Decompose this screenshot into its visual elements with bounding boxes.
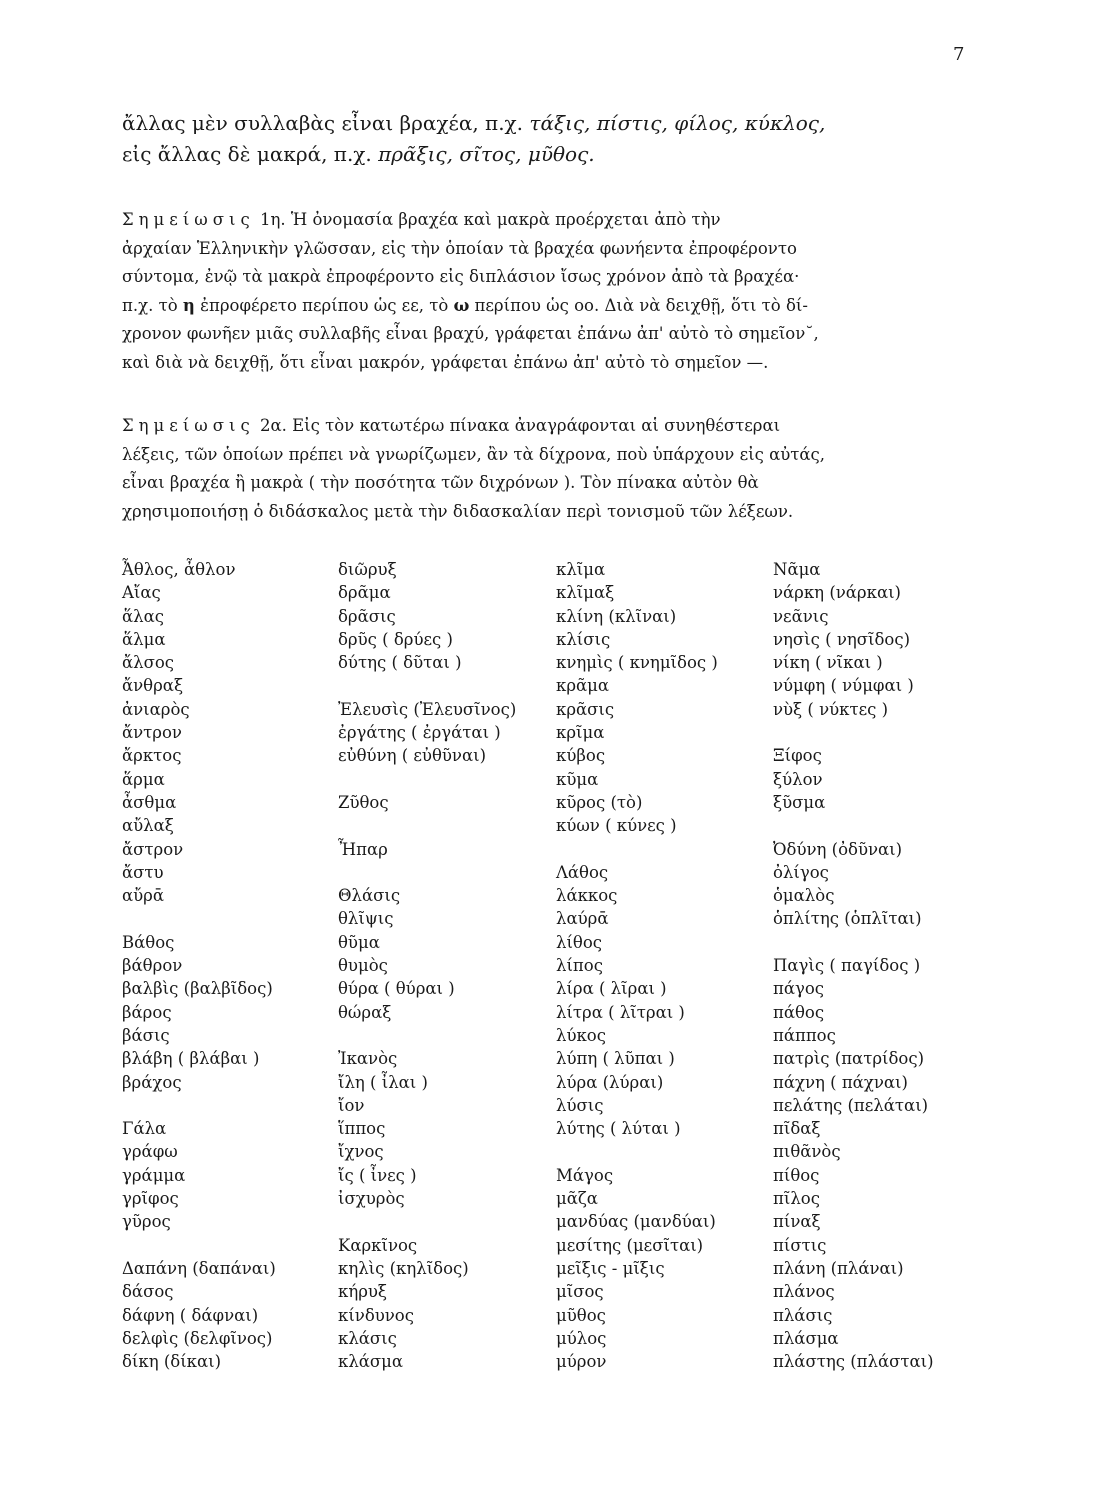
word-entry: κῦμα xyxy=(556,769,599,789)
note-line: λέξεις, τῶν ὁποίων πρέπει νὰ γνωρίζωμεν, ἂν τὰ δίχρονα, ποὺ ὑπάρχουν εἰς αὐτάς, xyxy=(122,444,826,464)
intro-text: ἄλλας μὲν συλλαβὰς εἶναι βραχέα, π.χ. xyxy=(122,111,530,135)
note-line xyxy=(122,292,972,321)
note-text: π.χ. τὸ xyxy=(122,295,183,315)
word-entry: Ὀδύνη (ὀδῦναι) xyxy=(773,839,903,859)
word-entry: κῦρος (τὸ) xyxy=(556,792,643,812)
word-entry: ἴλη ( ἶλαι ) xyxy=(338,1072,428,1092)
word-entry: βλάβη ( βλάβαι ) xyxy=(122,1049,260,1069)
word-entry: Καρκῖνος xyxy=(338,1235,418,1255)
word-entry: μᾶζα xyxy=(556,1189,598,1209)
word-entry: θυμὸς xyxy=(338,956,388,976)
word-entry: βάθρον xyxy=(122,956,183,976)
word-entry xyxy=(338,768,516,791)
word-entry: ἴς ( ἶνες ) xyxy=(338,1165,417,1185)
word-entry: Αἴας xyxy=(122,583,161,603)
word-entry: θλῖψις xyxy=(338,909,394,929)
word-entry: εὐθύνη ( εὐθῦναι) xyxy=(338,746,487,766)
word-entry: πλάσις xyxy=(773,1305,833,1325)
word-entry: κλίσις xyxy=(556,629,611,649)
word-entry: πῖλος xyxy=(773,1189,820,1209)
word-entry: λύτης ( λύται ) xyxy=(556,1119,681,1139)
word-entry: κλῖμα xyxy=(556,560,606,579)
word-entry: ἅλμα xyxy=(122,629,166,649)
word-entry: πλάστης (πλάσται) xyxy=(773,1352,934,1372)
word-entry: κρῖμα xyxy=(556,723,605,743)
word-entry: ἄλσος xyxy=(122,653,175,673)
word-entry: Θλάσις xyxy=(338,886,401,906)
word-entry: βράχος xyxy=(122,1072,182,1092)
word-column-2 xyxy=(338,558,516,1373)
note-line: χρησιμοποιήσῃ ὁ διδάσκαλος μετὰ τὴν διδασκαλίαν περὶ τονισμοῦ τῶν λέξεων. xyxy=(122,501,794,521)
note-line: ἀρχαίαν Ἑλληνικὴν γλῶσσαν, εἰς τὴν ὁποίαν τὰ βραχέα φωνήεντα ἐπροφέροντο xyxy=(122,238,797,258)
word-entry: μανδύας (μανδύαι) xyxy=(556,1212,716,1232)
word-entry: νὺξ ( νύκτες ) xyxy=(773,699,889,719)
word-entry: κλάσις xyxy=(338,1328,397,1348)
note-number: 2α. xyxy=(254,416,287,435)
word-entry: δάφνη ( δάφναι) xyxy=(122,1305,259,1325)
word-entry: πῖδαξ xyxy=(773,1119,821,1139)
word-entry: κρᾶσις xyxy=(556,699,615,719)
word-entry: πίστις xyxy=(773,1235,827,1255)
word-entry: κλίνη (κλῖναι) xyxy=(556,606,677,626)
word-entry: κρᾶμα xyxy=(556,676,610,696)
word-entry: ἰσχυρὸς xyxy=(338,1189,405,1209)
word-entry xyxy=(556,1140,718,1163)
word-entry: δρᾶμα xyxy=(338,583,391,603)
note-line xyxy=(122,412,972,441)
word-entry: ξύλον xyxy=(773,769,823,789)
word-entry: ὁμαλὸς xyxy=(773,886,835,906)
word-entry: ὁπλίτης (ὁπλῖται) xyxy=(773,909,922,929)
word-entry: θῦμα xyxy=(338,932,380,952)
word-entry: λίτρα ( λῖτραι ) xyxy=(556,1002,685,1022)
word-entry: λίρα ( λῖραι ) xyxy=(556,979,667,999)
word-entry xyxy=(338,814,516,837)
word-column-3 xyxy=(556,558,718,1373)
word-column-1 xyxy=(122,558,276,1373)
word-entry: κήρυξ xyxy=(338,1282,388,1302)
word-entry xyxy=(338,1210,516,1233)
note-line: καὶ διὰ νὰ δειχθῇ, ὅτι εἶναι μακρόν, γράφεται ἐπάνω ἀπ' αὐτὸ τὸ σημεῖον —. xyxy=(122,352,769,372)
word-entry: δρῦς ( δρύες ) xyxy=(338,629,453,649)
word-entry: πάππος xyxy=(773,1025,836,1045)
word-entry: κνημὶς ( κνημῖδος ) xyxy=(556,653,718,673)
word-entry: ἴχνος xyxy=(338,1142,384,1162)
intro-examples: τάξις, πίστις, φίλος, κύκλος, xyxy=(529,111,826,135)
word-entry: μύρον xyxy=(556,1352,607,1372)
word-entry: πλάνος xyxy=(773,1282,835,1302)
word-entry: Ἦπαρ xyxy=(338,839,388,859)
word-entry: Παγὶς ( παγίδος ) xyxy=(773,956,921,976)
word-entry: βάσις xyxy=(122,1025,170,1045)
word-entry: διῶρυξ xyxy=(338,560,397,579)
word-entry: ἄρκτος xyxy=(122,746,182,766)
word-entry: νίκη ( νῖκαι ) xyxy=(773,653,883,673)
intro-line xyxy=(122,139,972,170)
word-entry: γράμμα xyxy=(122,1165,186,1185)
word-entry: Ἆθλος, ἆθλον xyxy=(122,560,236,579)
word-entry: ἵππος xyxy=(338,1119,386,1139)
word-entry: μῦθος xyxy=(556,1305,606,1325)
word-entry: ἄστρον xyxy=(122,839,184,859)
word-entry: μεσίτης (μεσῖται) xyxy=(556,1235,704,1255)
word-entry: γρῖφος xyxy=(122,1189,179,1209)
word-entry: λίθος xyxy=(556,932,603,952)
word-entry xyxy=(773,814,934,837)
note-label: Σημείωσις xyxy=(122,416,255,435)
word-entry: λύσις xyxy=(556,1095,604,1115)
word-entry xyxy=(773,721,934,744)
note-line: εἶναι βραχέα ἢ μακρὰ ( τὴν ποσότητα τῶν διχρόνων ). Τὸν πίνακα αὐτὸν θὰ xyxy=(122,473,759,493)
intro-line xyxy=(122,108,972,139)
word-entry: πίθος xyxy=(773,1165,820,1185)
word-entry: θύρα ( θύραι ) xyxy=(338,979,455,999)
word-entry: πάγος xyxy=(773,979,825,999)
word-entry: Βάθος xyxy=(122,932,175,952)
word-entry: Μάγος xyxy=(556,1165,614,1185)
word-entry: μῖσος xyxy=(556,1282,604,1302)
word-entry: γῦρος xyxy=(122,1212,171,1232)
word-entry: κύων ( κύνες ) xyxy=(556,816,677,836)
word-entry xyxy=(122,1234,276,1257)
word-entry: δρᾶσις xyxy=(338,606,396,626)
word-entry xyxy=(122,1094,276,1117)
page-number: 7 xyxy=(953,44,965,65)
word-entry: ὀλίγος xyxy=(773,862,829,882)
intro-examples: πρᾶξις, σῖτος, μῦθος. xyxy=(378,142,595,166)
word-entry: λίπος xyxy=(556,956,603,976)
word-entry: μεῖξις - μῖξις xyxy=(556,1258,665,1278)
word-entry xyxy=(122,907,276,930)
word-entry: αὔρᾱ xyxy=(122,886,165,906)
note-line xyxy=(122,206,972,235)
note-text: περίπου ὡς οο. Διὰ νὰ δειχθῇ, ὅτι τὸ δί- xyxy=(469,295,808,315)
word-entry: δελφὶς (δελφῖνος) xyxy=(122,1328,273,1348)
word-entry: κίνδυνος xyxy=(338,1305,414,1325)
word-entry: βάρος xyxy=(122,1002,172,1022)
intro-paragraph xyxy=(122,108,972,170)
word-entry: κηλὶς (κηλῖδος) xyxy=(338,1258,469,1278)
word-entry: πάχνη ( πάχναι) xyxy=(773,1072,908,1092)
word-entry: ἴον xyxy=(338,1095,365,1115)
word-entry: πατρὶς (πατρίδος) xyxy=(773,1049,925,1069)
word-entry: κλάσμα xyxy=(338,1352,404,1372)
word-entry: πλάσμα xyxy=(773,1328,839,1348)
note-letter-eta: η xyxy=(182,295,195,315)
word-entry: λύρα (λύραι) xyxy=(556,1072,664,1092)
note-text: Ἡ ὀνομασία βραχέα καὶ μακρὰ προέρχεται ἀπὸ τὴν xyxy=(285,210,721,229)
word-entry xyxy=(338,674,516,697)
word-entry: ἅρμα xyxy=(122,769,165,789)
word-entry: ἀνιαρὸς xyxy=(122,699,190,719)
word-entry: θώραξ xyxy=(338,1002,392,1022)
word-entry: πελάτης (πελάται) xyxy=(773,1095,929,1115)
word-entry: λαύρᾱ xyxy=(556,909,609,929)
word-entry: νεᾶνις xyxy=(773,606,829,626)
word-entry: νάρκη (νάρκαι) xyxy=(773,583,901,603)
word-entry: ἄστυ xyxy=(122,862,164,882)
word-entry xyxy=(556,838,718,861)
word-entry: Ἰκανὸς xyxy=(338,1049,398,1069)
note-text: ἐπροφέρετο περίπου ὡς εε, τὸ xyxy=(194,295,454,315)
word-entry: νησὶς ( νησῖδος) xyxy=(773,629,911,649)
word-entry: ἄνθραξ xyxy=(122,676,184,696)
word-entry: δίκη (δίκαι) xyxy=(122,1352,222,1372)
word-entry: κλῖμαξ xyxy=(556,583,615,603)
word-column-4 xyxy=(773,558,934,1373)
note-text: Εἰς τὸν κατωτέρω πίνακα ἀναγράφονται αἱ συνηθέστεραι xyxy=(286,416,781,435)
word-entry: λάκκος xyxy=(556,886,618,906)
word-entry: κύβος xyxy=(556,746,606,766)
word-entry: Ἐλευσὶς (Ἐλευσῖνος) xyxy=(338,699,517,719)
word-entry: Νᾶμα xyxy=(773,560,821,579)
note-letter-omega: ω xyxy=(453,295,470,315)
word-entry: λύπη ( λῦπαι ) xyxy=(556,1049,675,1069)
intro-text: εἰς ἄλλας δὲ μακρά, π.χ. xyxy=(122,142,379,166)
word-entry: λύκος xyxy=(556,1025,606,1045)
word-entry: νύμφη ( νύμφαι ) xyxy=(773,676,914,696)
word-entry: πλάνη (πλάναι) xyxy=(773,1258,904,1278)
word-list-table xyxy=(0,558,1099,1388)
word-entry: αὔλαξ xyxy=(122,816,174,836)
word-entry: Γάλα xyxy=(122,1119,167,1139)
word-entry: μύλος xyxy=(556,1328,607,1348)
note-line: σύντομα, ἐνῷ τὰ μακρὰ ἐπροφέροντο εἰς διπλάσιον ἴσως χρόνον ἀπὸ τὰ βραχέα· xyxy=(122,267,800,287)
word-entry xyxy=(338,861,516,884)
note-2 xyxy=(122,412,972,526)
word-entry: δύτης ( δῦται ) xyxy=(338,653,462,673)
word-entry: πιθᾶνὸς xyxy=(773,1142,841,1162)
word-entry: πάθος xyxy=(773,1002,825,1022)
word-entry: Ξίφος xyxy=(773,746,822,766)
word-entry: βαλβὶς (βαλβῖδος) xyxy=(122,979,273,999)
word-entry: ἐργάτης ( ἐργάται ) xyxy=(338,723,501,743)
word-entry: ἅλας xyxy=(122,606,164,626)
word-entry: ἆσθμα xyxy=(122,792,177,812)
word-entry: δάσος xyxy=(122,1282,174,1302)
word-entry: Δαπάνη (δαπάναι) xyxy=(122,1258,276,1278)
word-entry: πίναξ xyxy=(773,1212,821,1232)
word-entry: Ζῦθος xyxy=(338,792,389,812)
note-label: Σημείωσις xyxy=(122,210,255,229)
word-entry: Λάθος xyxy=(556,862,609,882)
word-entry xyxy=(338,1024,516,1047)
word-entry xyxy=(773,931,934,954)
word-entry: ἄντρον xyxy=(122,723,182,743)
note-1 xyxy=(122,206,972,378)
note-number: 1η. xyxy=(254,210,286,229)
word-entry: ξῦσμα xyxy=(773,792,826,812)
word-entry: γράφω xyxy=(122,1142,178,1162)
note-line: χρονον φωνῆεν μιᾶς συλλαβῆς εἶναι βραχύ, γράφεται ἐπάνω ἀπ' αὐτὸ τὸ σημεῖον˘, xyxy=(122,324,819,344)
